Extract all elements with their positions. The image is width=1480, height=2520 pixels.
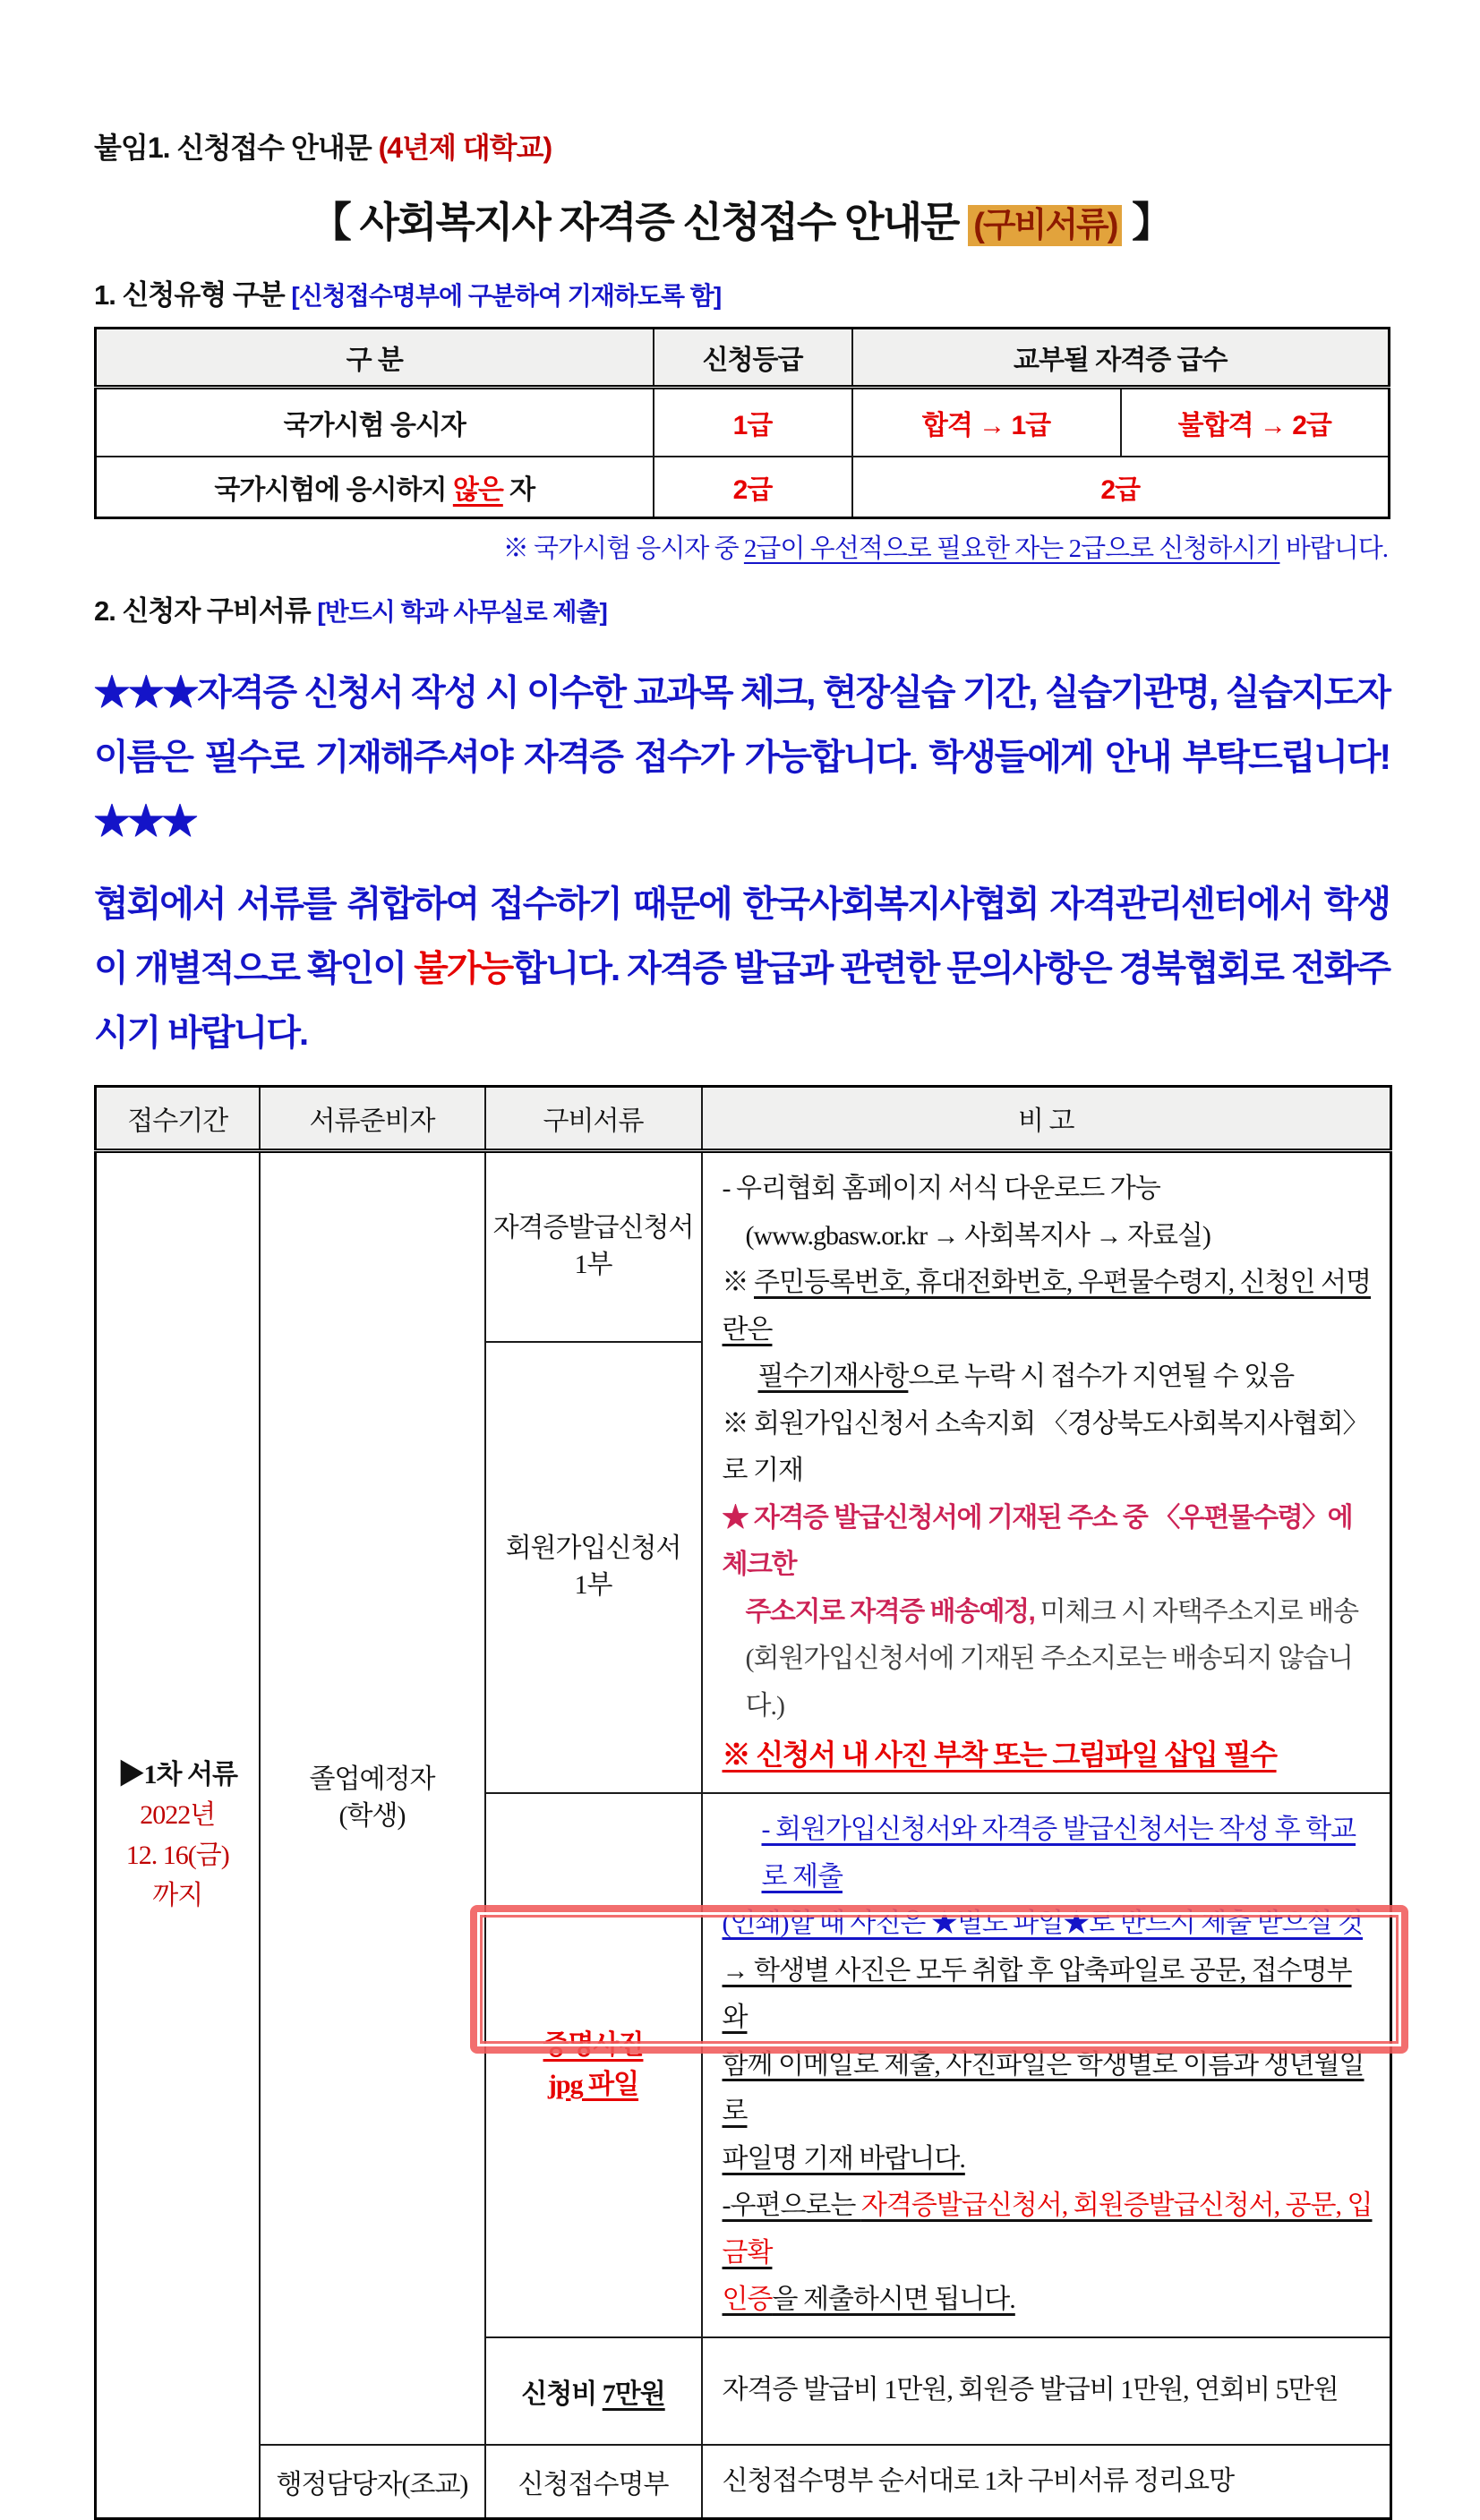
docs-table-header-row [96, 1087, 1391, 1151]
remark-b-line2: (인쇄)할 때 사진은 ★별도 파일★로 반드시 제출 받으실 것 [722, 1909, 1364, 1938]
remark-a-line4-underlined: 필수기재사항 [757, 1362, 909, 1391]
doc-cert-line2: 1부 [574, 1249, 612, 1279]
remark-b-line4: 함께 이메일로 제출, 사진파일은 학생별로 이름과 생년월일로 [722, 2049, 1365, 2126]
preparer-student-cell [260, 1151, 485, 2445]
remark-b-line7 [723, 2277, 1374, 2324]
doc-fee-cell [485, 2337, 702, 2445]
period-line3: 12. 16(금) [125, 1841, 229, 1870]
star-notice-paragraph [94, 661, 1390, 854]
remark-a-line7-pink: 주소지로 자격증 배송예정, [745, 1596, 1035, 1627]
assoc-notice-impossible: 불가능 [414, 949, 513, 988]
remark-a-line7-rest: 미체크 시 자택주소지로 배송 [1034, 1596, 1359, 1627]
remark-a-line3-mark: ※ [722, 1268, 754, 1297]
association-notice-paragraph [94, 872, 1390, 1065]
doc-cert-line1: 자격증발급신청서 [492, 1213, 694, 1243]
type-row2-issued: 2급 [852, 457, 1390, 518]
remark-cell-applications [702, 1151, 1391, 1794]
type-header-grade: 신청등급 [654, 329, 852, 388]
remark-a-line7 [723, 1589, 1374, 1636]
period-line1: ▶1차 서류 [117, 1760, 237, 1790]
table-row [96, 388, 1390, 457]
doc-fee-pre: 신청비 [521, 2379, 603, 2409]
title-open-bracket: 【 [310, 199, 360, 245]
remark-a-line8: (회원가입신청서에 기재된 주소지로는 배송되지 않습니다.) [745, 1644, 1354, 1721]
title-highlight: (구비서류) [968, 205, 1122, 246]
type-row2-grade: 2급 [654, 457, 852, 518]
remark-fee-text: 자격증 발급비 1만원, 회원증 발급비 1만원, 연회비 5만원 [722, 2375, 1339, 2405]
type-row1-grade: 1급 [654, 388, 852, 457]
required-documents-table-wrap [94, 1085, 1388, 2520]
application-type-table [94, 327, 1390, 519]
preparer-student-line2: (학생) [338, 1800, 406, 1831]
remark-a-line6: ★ 자격증 발급신청서에 기재된 주소 중 〈우편물수령〉에 체크한 [722, 1502, 1353, 1579]
remark-a-line9: ※ 신청서 내 사진 부착 또는 그림파일 삽입 필수 [722, 1738, 1277, 1771]
doc-member-line2: 1부 [574, 1569, 612, 1600]
remark-b-line7-rest: 을 제출하시면 됩니다. [772, 2285, 1015, 2314]
title-close-bracket: 】 [1122, 199, 1172, 245]
note-underlined: 2급이 우선적으로 필요한 자는 2급으로 신청하시기 [743, 534, 1280, 563]
remark-a-line5: ※ 회원가입신청서 소속지회 〈경상북도사회복지사협회〉로 기재 [722, 1408, 1369, 1485]
star-notice-text: ★★★자격증 신청서 작성 시 이수한 교과목 체크, 현장실습 기간, 실습기관명, 실습지도자 이름은 필수로 기재해주셔야 자격증 접수가 가능합니다. 학생들에게 안내 부탁드립니다!★★★ [94, 673, 1390, 841]
docs-header-preparer: 서류준비자 [260, 1087, 485, 1151]
docs-header-remarks: 비 고 [702, 1087, 1391, 1151]
title-main: 사회복지사 자격증 신청접수 안내문 [359, 199, 969, 245]
type-row2-category-emphasis: 않은 [452, 475, 503, 505]
table-row [96, 1151, 1391, 1342]
remark-b-line5: 파일명 기재 바랍니다. [722, 2143, 965, 2174]
remark-b-line1: - 회원가입신청서와 자격증 발급신청서는 작성 후 학교로 제출 [761, 1815, 1356, 1892]
remark-a-line4 [723, 1354, 1374, 1401]
doc-cert-application-cell [485, 1151, 702, 1342]
type-row2-category [96, 457, 654, 518]
type-row2-category-post: 자 [502, 475, 535, 505]
remark-a-line2: (www.gbasw.or.kr → 사회복지사 → 자료실) [745, 1220, 1211, 1251]
remark-a-line4-rest: 으로 누락 시 접수가 지연될 수 있음 [908, 1362, 1295, 1391]
remark-b-line6 [723, 2183, 1374, 2277]
section1-bracket-note: [신청접수명부에 구분하여 기재하도록 함] [291, 282, 722, 310]
assoc-notice-pre: 협회에서 서류를 취합하여 접수하기 때문에 한국사회복지사협회 자격관리센터에서 학생이 개별적으로 확인이 [94, 884, 1390, 988]
remark-b-line6-red: 자격증발급신청서, 회원증발급신청서, 공문, 입금확 [722, 2191, 1373, 2268]
doc-membership-application-cell [485, 1342, 702, 1793]
attachment-label: 붙임1. 신청접수 안내문 [94, 132, 379, 164]
remark-b-line7-red: 인증 [722, 2285, 773, 2314]
table-row [96, 2445, 1391, 2519]
remark-cell-admin [702, 2445, 1391, 2519]
type-row2-category-pre: 국가시험에 응시하지 [214, 475, 453, 505]
remark-cell-fee [702, 2337, 1391, 2445]
section2-bracket-note: [반드시 학과 사무실로 제출] [317, 598, 607, 626]
doc-roster-cell: 신청접수명부 [485, 2445, 702, 2519]
submission-period-cell [96, 1151, 260, 2519]
note-suffix: 바랍니다. [1279, 534, 1388, 563]
section1-heading [94, 272, 1388, 312]
required-documents-table [94, 1085, 1392, 2520]
remark-a-line1: - 우리협회 홈페이지 서식 다운로드 가능 [722, 1174, 1160, 1203]
remark-a-line3-underlined: 주민등록번호, 휴대전화번호, 우편물수령지, 신청인 서명란은 [722, 1268, 1372, 1345]
type-table-header-row [96, 329, 1390, 388]
note-prefix: ※ 국가시험 응시자 중 [502, 534, 744, 563]
doc-fee-amount: 7만원 [602, 2379, 665, 2409]
type-row1-category: 국가시험 응시자 [96, 388, 654, 457]
preparer-admin-cell: 행정담당자(조교) [260, 2445, 485, 2519]
doc-member-line1: 회원가입신청서 [505, 1533, 681, 1564]
type-row1-pass: 합격 → 1급 [852, 388, 1121, 457]
remark-a-line3 [723, 1260, 1374, 1354]
remark-b-line6-pre: -우편으로는 [722, 2191, 861, 2220]
preparer-student-line1: 졸업예정자 [309, 1764, 435, 1795]
period-line2: 2022년 [140, 1800, 216, 1830]
type-header-issued: 교부될 자격증 급수 [852, 329, 1390, 388]
grade-priority-note [94, 528, 1388, 565]
section2-heading [94, 588, 1388, 628]
attachment-line [94, 125, 1388, 167]
period-line4: 까지 [152, 1881, 203, 1910]
docs-header-documents: 구비서류 [485, 1087, 702, 1151]
assoc-notice-post: 합니다. 자격증 발급과 관련한 문의사항은 경북협회로 전화주시기 바랍니다. [94, 949, 1390, 1053]
page-title [94, 190, 1388, 249]
table-row [96, 457, 1390, 518]
doc-photo-line2: jpg 파일 [547, 2069, 639, 2099]
doc-photo-cell [485, 1793, 702, 2337]
doc-photo-line1: 증명사진 [543, 2030, 644, 2061]
type-header-category: 구 분 [96, 329, 654, 388]
docs-header-period: 접수기간 [96, 1087, 260, 1151]
remark-admin-text: 신청접수명부 순서대로 1차 구비서류 정리요망 [722, 2465, 1235, 2496]
remark-cell-photo [702, 1793, 1391, 2337]
section2-title: 2. 신청자 구비서류 [94, 595, 318, 627]
section1-title: 1. 신청유형 구분 [94, 279, 292, 311]
type-row1-fail: 불합격 → 2급 [1121, 388, 1390, 457]
attachment-note: (4년제 대학교) [378, 132, 552, 164]
remark-b-line3: → 학생별 사진은 모두 취합 후 압축파일로 공문, 접수명부와 [722, 1955, 1352, 2032]
